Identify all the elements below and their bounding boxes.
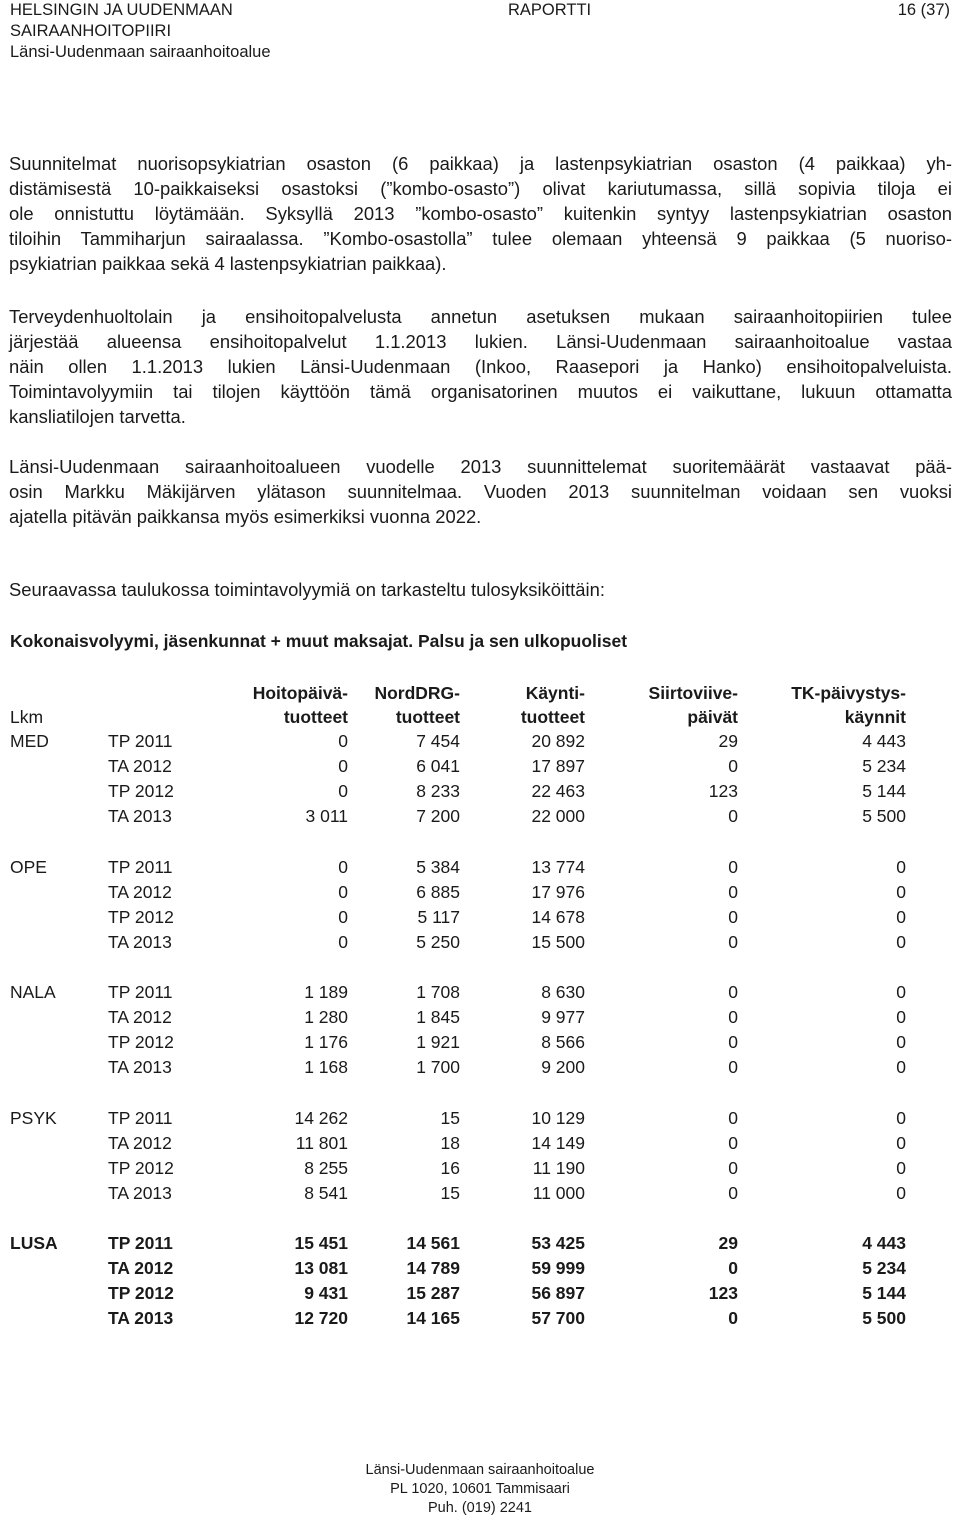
unit-label-empty xyxy=(10,804,108,829)
value-cell: 10 129 xyxy=(531,1107,585,1128)
value-cell: 0 xyxy=(728,1107,738,1128)
value-cell: 0 xyxy=(338,856,348,877)
value-cell: 7 454 xyxy=(416,731,460,751)
period-cell: TA 2012 xyxy=(108,881,172,902)
footer-address: PL 1020, 10601 Tammisaari xyxy=(390,1481,570,1497)
value-cell: 14 262 xyxy=(294,1107,348,1128)
header-org-line2: SAIRAANHOITOPIIRI xyxy=(10,22,172,40)
period-cell: TP 2012 xyxy=(108,1032,174,1052)
value-cell: 18 xyxy=(440,1132,460,1153)
value-cell: 56 897 xyxy=(531,1283,585,1303)
table-row xyxy=(10,729,906,754)
value-cell: 0 xyxy=(728,906,738,927)
period-cell: TA 2013 xyxy=(108,1308,174,1328)
value-cell: 8 255 xyxy=(304,1157,348,1178)
paragraph-line: järjestää alueensa ensihoitopalvelut 1.1.2013 lukien. Länsi-Uudenmaan sairaanhoitoalue vastaa xyxy=(9,330,952,352)
value-cell: 0 xyxy=(728,1157,738,1178)
value-cell: 11 190 xyxy=(532,1157,585,1178)
value-cell: 5 234 xyxy=(862,756,906,776)
table-row xyxy=(10,1231,906,1256)
paragraph-3 xyxy=(9,455,952,530)
unit-label-empty xyxy=(10,880,108,905)
table-row xyxy=(10,754,906,779)
unit-label: LUSA xyxy=(10,1233,58,1253)
table-row xyxy=(10,1005,906,1030)
group-spacer xyxy=(10,1080,906,1106)
value-cell: 0 xyxy=(728,806,738,826)
value-cell: 9 431 xyxy=(304,1283,348,1303)
value-cell: 22 000 xyxy=(531,806,585,826)
value-cell: 3 011 xyxy=(305,806,348,826)
value-cell: 11 000 xyxy=(532,1182,585,1203)
value-cell: 0 xyxy=(728,1007,738,1027)
value-cell: 11 801 xyxy=(295,1132,348,1153)
unit-label-empty xyxy=(10,1306,108,1331)
period-cell: TP 2012 xyxy=(108,906,174,927)
unit-label-empty xyxy=(10,1055,108,1080)
paragraph-line: distämisestä 10-paikkaiseksi osastoksi (”kombo-osasto”) olivat kariutumassa, sillä sopivia tiloja ei xyxy=(9,177,952,199)
value-cell: 0 xyxy=(896,1007,906,1027)
value-cell: 8 233 xyxy=(416,781,460,801)
value-cell: 0 xyxy=(728,881,738,902)
value-cell: 59 999 xyxy=(531,1258,585,1278)
value-cell: 1 845 xyxy=(416,1007,460,1027)
unit-label-empty xyxy=(10,1005,108,1030)
header-area: Länsi-Uudenmaan sairaanhoitoalue xyxy=(10,43,271,61)
footer-area: Länsi-Uudenmaan sairaanhoitoalue xyxy=(365,1462,595,1478)
period-cell: TP 2011 xyxy=(108,856,173,877)
value-cell: 9 200 xyxy=(541,1057,585,1077)
value-cell: 5 384 xyxy=(416,856,460,877)
col-header-kaynti: Käynti- tuotteet xyxy=(520,683,585,727)
value-cell: 123 xyxy=(708,1283,738,1303)
group-spacer xyxy=(10,1206,906,1232)
value-cell: 9 977 xyxy=(541,1007,585,1027)
value-cell: 0 xyxy=(896,1132,906,1153)
value-cell: 15 500 xyxy=(531,931,585,952)
value-cell: 7 200 xyxy=(416,806,460,826)
value-cell: 5 234 xyxy=(862,1258,906,1278)
value-cell: 6 041 xyxy=(416,756,460,776)
value-cell: 29 xyxy=(718,731,738,751)
value-cell: 15 451 xyxy=(294,1233,348,1253)
value-cell: 57 700 xyxy=(531,1308,585,1328)
value-cell: 0 xyxy=(338,906,348,927)
col-header-norddrg: NordDRG- tuotteet xyxy=(374,683,460,727)
unit-label-empty xyxy=(10,1156,108,1181)
unit-label-empty xyxy=(10,930,108,955)
paragraph-line: Suunnitelmat nuorisopsykiatrian osaston (6 paikkaa) ja lastenpsykiatrian osaston (4 paikkaa) yh- xyxy=(9,153,952,174)
value-cell: 16 xyxy=(440,1157,460,1178)
value-cell: 5 500 xyxy=(862,806,906,826)
value-cell: 8 566 xyxy=(541,1032,585,1052)
value-cell: 0 xyxy=(728,1057,738,1077)
value-cell: 0 xyxy=(338,881,348,902)
value-cell: 14 165 xyxy=(406,1308,460,1328)
period-cell: TP 2011 xyxy=(108,982,173,1002)
col-header-period xyxy=(108,681,218,729)
page-header xyxy=(10,0,950,66)
value-cell: 0 xyxy=(896,881,906,902)
table-row xyxy=(10,1106,906,1131)
header-page-number: 16 (37) xyxy=(897,1,950,19)
value-cell: 0 xyxy=(896,1182,906,1203)
value-cell: 8 541 xyxy=(304,1182,348,1203)
unit-label-empty xyxy=(10,1281,108,1306)
table-row xyxy=(10,905,906,930)
value-cell: 0 xyxy=(728,931,738,952)
table-intro: Seuraavassa taulukossa toimintavolyymiä on tarkasteltu tulosyksiköittäin: xyxy=(9,579,605,600)
paragraph-1 xyxy=(9,152,952,277)
value-cell: 17 976 xyxy=(531,881,585,902)
value-cell: 0 xyxy=(338,931,348,952)
period-cell: TP 2012 xyxy=(108,781,174,801)
value-cell: 14 149 xyxy=(531,1132,585,1153)
period-cell: TA 2012 xyxy=(108,1132,172,1153)
paragraph-line: ajatella pitävän paikkansa myös esimerkiksi vuonna 2022. xyxy=(9,505,482,527)
period-cell: TA 2012 xyxy=(108,1007,172,1027)
paragraph-line: osin Markku Mäkijärven ylätason suunnitelmaa. Vuoden 2013 suunnitelman voidaan sen vuoksi xyxy=(9,480,952,502)
value-cell: 12 720 xyxy=(294,1308,348,1328)
period-cell: TA 2013 xyxy=(108,931,172,952)
value-cell: 0 xyxy=(896,1057,906,1077)
header-doc-type: RAPORTTI xyxy=(508,1,592,19)
value-cell: 0 xyxy=(896,906,906,927)
value-cell: 0 xyxy=(728,1032,738,1052)
value-cell: 1 280 xyxy=(304,1007,348,1027)
value-cell: 15 xyxy=(440,1107,460,1128)
value-cell: 53 425 xyxy=(531,1233,585,1253)
value-cell: 1 921 xyxy=(416,1032,460,1052)
period-cell: TA 2013 xyxy=(108,1057,172,1077)
table-row xyxy=(10,1281,906,1306)
table-header-row xyxy=(10,681,906,729)
period-cell: TA 2013 xyxy=(108,1182,172,1203)
paragraph-line: näin ollen 1.1.2013 lukien Länsi-Uudenmaan (Inkoo, Raasepori ja Hanko) ensihoitopalveluista. xyxy=(9,355,952,377)
table-row xyxy=(10,1055,906,1080)
period-cell: TP 2011 xyxy=(108,1107,173,1128)
table-title: Kokonaisvolyymi, jäsenkunnat + muut maksajat. Palsu ja sen ulkopuoliset xyxy=(10,631,628,651)
value-cell: 0 xyxy=(896,856,906,877)
value-cell: 0 xyxy=(728,1258,738,1278)
value-cell: 8 630 xyxy=(541,982,585,1002)
value-cell: 0 xyxy=(728,982,738,1002)
value-cell: 13 081 xyxy=(294,1258,348,1278)
value-cell: 6 885 xyxy=(416,881,460,902)
value-cell: 0 xyxy=(728,756,738,776)
value-cell: 0 xyxy=(338,781,348,801)
page-footer xyxy=(0,1461,960,1518)
value-cell: 13 774 xyxy=(531,856,585,877)
value-cell: 4 443 xyxy=(862,731,906,751)
value-cell: 0 xyxy=(896,1032,906,1052)
value-cell: 0 xyxy=(896,931,906,952)
table-row xyxy=(10,1131,906,1156)
volume-table xyxy=(10,681,906,1331)
table-row xyxy=(10,804,906,829)
table-row xyxy=(10,980,906,1005)
value-cell: 1 189 xyxy=(304,982,348,1002)
value-cell: 0 xyxy=(338,731,348,751)
value-cell: 5 117 xyxy=(417,906,460,927)
value-cell: 0 xyxy=(338,756,348,776)
value-cell: 1 168 xyxy=(304,1057,348,1077)
table-row xyxy=(10,1306,906,1331)
value-cell: 5 250 xyxy=(416,931,460,952)
value-cell: 5 144 xyxy=(862,1283,906,1303)
value-cell: 0 xyxy=(728,856,738,877)
table-row xyxy=(10,779,906,804)
col-header-hoitopaiva: Hoitopäivä- tuotteet xyxy=(252,683,348,727)
value-cell: 14 678 xyxy=(531,906,585,927)
value-cell: 0 xyxy=(728,1308,738,1328)
unit-label-empty xyxy=(10,1030,108,1055)
header-org-line1: HELSINGIN JA UUDENMAAN xyxy=(10,1,233,19)
unit-label-empty xyxy=(10,754,108,779)
period-cell: TP 2011 xyxy=(108,731,173,751)
value-cell: 1 700 xyxy=(416,1057,460,1077)
unit-label-empty xyxy=(10,1131,108,1156)
unit-label: MED xyxy=(10,731,49,751)
value-cell: 0 xyxy=(896,1157,906,1178)
period-cell: TA 2012 xyxy=(108,756,172,776)
header-organization xyxy=(10,0,271,63)
value-cell: 5 500 xyxy=(862,1308,906,1328)
paragraph-line: Terveydenhuoltolain ja ensihoitopalvelusta annetun asetuksen mukaan sairaanhoitopiirien tulee xyxy=(9,306,952,327)
paragraph-line: psykiatrian paikkaa sekä 4 lastenpsykiatrian paikkaa). xyxy=(9,252,447,274)
paragraph-line: tiloihin Tammiharjun sairaalassa. ”Kombo-osastolla” tulee olemaan yhteensä 9 paikkaa (5 nuoriso- xyxy=(9,227,952,249)
value-cell: 14 789 xyxy=(406,1258,460,1278)
value-cell: 17 897 xyxy=(531,756,585,776)
unit-label: OPE xyxy=(10,856,47,877)
value-cell: 0 xyxy=(896,1107,906,1128)
table-row xyxy=(10,1156,906,1181)
paragraph-line: Toimintavolyymiin tai tilojen käyttöön tämä organisatorinen muutos ei vaikuttane, lukuun ottamatta xyxy=(9,380,952,402)
table-row xyxy=(10,855,906,880)
paragraph-2 xyxy=(9,305,952,430)
group-spacer xyxy=(10,955,906,981)
value-cell: 1 176 xyxy=(304,1032,348,1052)
unit-label-empty xyxy=(10,1181,108,1206)
value-cell: 15 xyxy=(440,1182,460,1203)
unit-label: PSYK xyxy=(10,1107,57,1128)
table-row xyxy=(10,1030,906,1055)
value-cell: 0 xyxy=(896,982,906,1002)
table-row xyxy=(10,930,906,955)
unit-label: NALA xyxy=(10,982,56,1002)
value-cell: 1 708 xyxy=(416,982,460,1002)
table-row xyxy=(10,1181,906,1206)
unit-label-empty xyxy=(10,779,108,804)
value-cell: 22 463 xyxy=(531,781,585,801)
paragraph-line: ole onnistuttu löytämään. Syksyllä 2013 ”kombo-osasto” kuitenkin syntyy lastenpsykiatrian osaston xyxy=(9,202,952,224)
col-header-tk-paivystys: TK-päivystys- käynnit xyxy=(791,683,906,727)
period-cell: TP 2012 xyxy=(108,1157,174,1178)
value-cell: 0 xyxy=(728,1132,738,1153)
table-row xyxy=(10,1256,906,1281)
value-cell: 14 561 xyxy=(406,1233,460,1253)
paragraph-line: Länsi-Uudenmaan sairaanhoitoalueen vuodelle 2013 suunnittelemat suoritemäärät vastaavat pää- xyxy=(9,456,952,477)
period-cell: TA 2013 xyxy=(108,806,172,826)
footer-phone: Puh. (019) 2241 xyxy=(428,1500,532,1516)
unit-label-empty xyxy=(10,1256,108,1281)
period-cell: TA 2012 xyxy=(108,1258,174,1278)
value-cell: 15 287 xyxy=(406,1283,460,1303)
col-header-lkm: Lkm xyxy=(10,707,44,727)
period-cell: TP 2012 xyxy=(108,1283,174,1303)
value-cell: 123 xyxy=(708,781,738,801)
col-header-siirtoviive: Siirtoviive- päivät xyxy=(648,683,738,727)
value-cell: 4 443 xyxy=(862,1233,906,1253)
table-row xyxy=(10,880,906,905)
value-cell: 5 144 xyxy=(862,781,906,801)
unit-label-empty xyxy=(10,905,108,930)
group-spacer xyxy=(10,829,906,855)
value-cell: 20 892 xyxy=(531,731,585,751)
period-cell: TP 2011 xyxy=(108,1233,173,1253)
value-cell: 0 xyxy=(728,1182,738,1203)
paragraph-line: kansliatilojen tarvetta. xyxy=(9,405,186,427)
value-cell: 29 xyxy=(718,1233,738,1253)
